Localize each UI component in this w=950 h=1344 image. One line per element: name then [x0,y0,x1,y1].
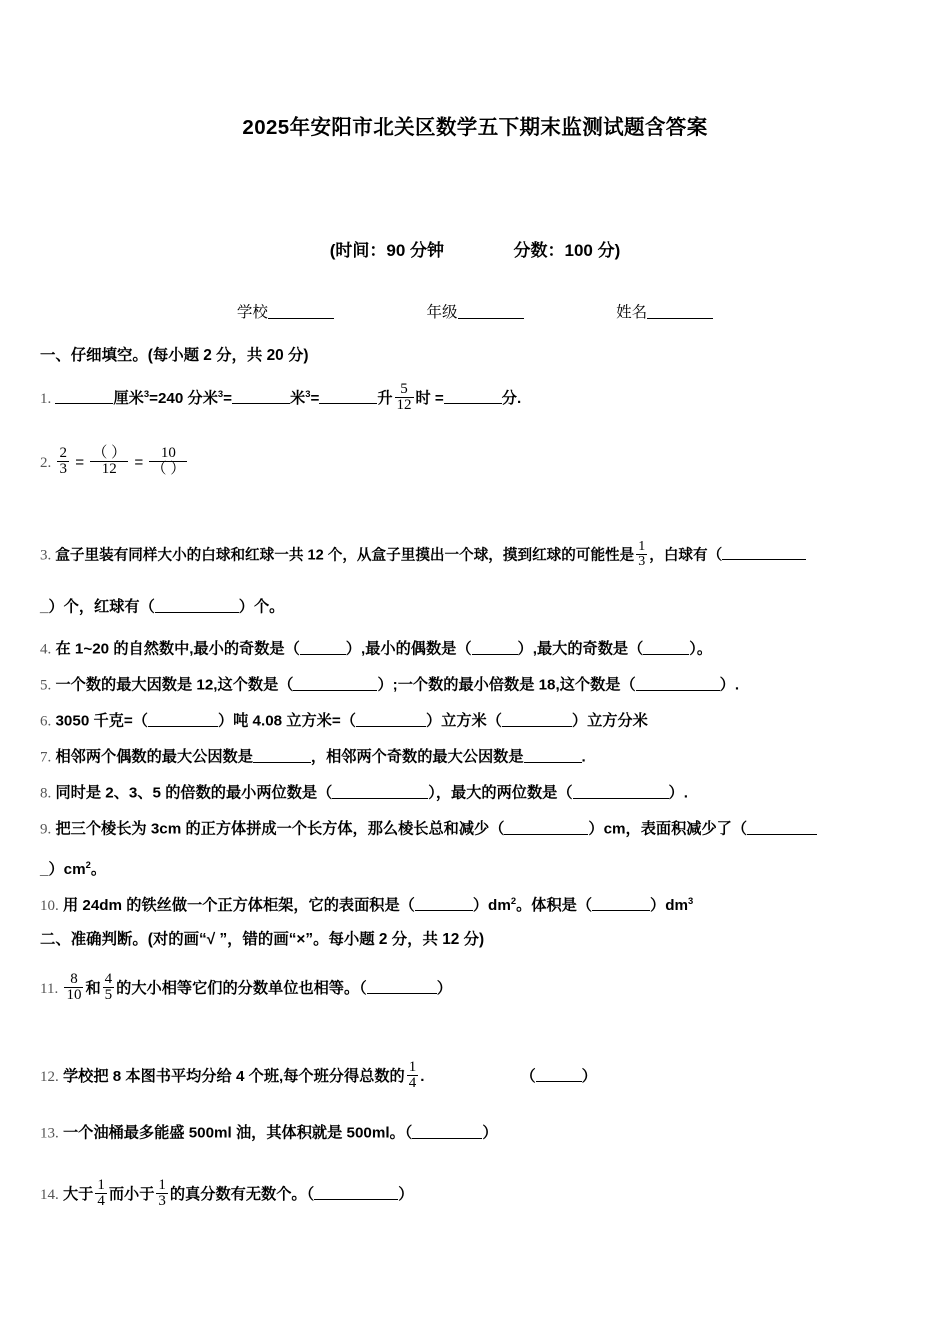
question-10-number: 10. [40,898,59,915]
q10-text-1: 用 24dm 的铁丝做一个正方体柜架，它的表面积是（ [62,897,415,915]
q6-text-3: ）立方米（ [425,712,502,730]
q8-text-2: ），最大的两位数是（ [428,784,573,802]
q2-f3-numerator: 10 [160,445,176,461]
q2-fraction-3[interactable] [149,446,187,478]
q6-text-1: 3050 千克=（ [55,712,148,730]
q1-sup-3: 3 [305,387,311,399]
q4-blank-3[interactable] [643,640,689,655]
q3-fraction-denominator: 3 [638,554,646,570]
q4-blank-1[interactable] [300,640,346,655]
q2-fraction-1 [57,446,69,478]
q8-text-3: ）. [668,784,688,802]
question-9 [40,820,817,838]
q12-text-3: （ [520,1068,536,1085]
q13-text-2: ） [482,1124,498,1142]
q7-text-1: 相邻两个偶数的最大公因数是 [55,748,253,766]
q1-blank-3[interactable] [319,389,377,404]
q11-f2-denominator: 5 [104,987,113,1004]
name-label: 姓名 [616,304,648,321]
q7-text-3: . [581,748,586,766]
q9-text-1: 把三个棱长为 3cm 的正方体拼成一个长方体，那么棱长总和减少（ [55,820,505,838]
q11-fraction-1 [64,972,83,1004]
name-field[interactable] [616,300,713,322]
q12-text-4: ） [581,1068,597,1085]
q10-sup-2: 3 [687,895,694,906]
q1-blank-4[interactable] [444,389,502,404]
q6-text-2: ）吨 4.08 立方米=（ [217,712,356,730]
q11-text-1: 的大小相等它们的分数单位也相等。（ [116,980,367,997]
q8-blank-2[interactable] [573,784,669,799]
question-12-number: 12. [40,1069,59,1085]
q7-blank-1[interactable] [253,748,311,763]
question-1-number: 1. [40,391,52,407]
question-2 [40,446,189,478]
q12-fraction-numerator: 1 [408,1059,417,1075]
q14-text-3: 的真分数有无数个。（ [169,1186,315,1203]
section-one-heading: 一、仔细填空。(每小题 2 分，共 20 分) [40,347,309,364]
question-8-number: 8. [40,785,52,802]
question-7-number: 7. [40,749,52,766]
q4-text-4: ）。 [689,640,713,658]
q14-text-4: ） [398,1186,414,1203]
q12-text-1: 学校把 8 本图书平均分给 4 个班,每个班分得总数的 [62,1068,405,1085]
q2-f1-denominator: 3 [59,461,67,478]
q1-text-2: =240 分米 [149,390,218,407]
exam-score-label: 分数：100 分) [513,241,621,260]
q3-text-2: ，白球有（ [649,547,723,564]
name-blank[interactable] [647,303,713,319]
q3-cont-text-1: _）个，红球有（ [40,598,155,616]
question-3-continuation [40,598,284,615]
q11-text-2: ） [436,980,452,997]
q2-equals-2: = [134,454,144,471]
exam-time-label: (时间：90 分钟 [329,241,445,260]
q2-f2-denominator: 12 [90,461,128,477]
q13-text-1: 一个油桶最多能盛 500ml 油，其体积就是 500ml。（ [62,1124,413,1142]
question-5-number: 5. [40,677,52,694]
q9-blank-2[interactable] [747,820,817,835]
question-6-number: 6. [40,713,52,730]
question-4 [40,640,712,658]
q6-text-4: ）立方分米 [571,712,648,730]
q10-sup-1: 2 [510,895,517,906]
q6-blank-2[interactable] [356,712,426,727]
q2-f1-numerator: 2 [59,445,67,461]
grade-label: 年级 [426,304,458,321]
student-fields-line [0,300,950,322]
q10-text-2: ）dm [472,897,511,915]
q4-text-1: 在 1~20 的自然数中,最小的奇数是（ [55,640,300,658]
school-label: 学校 [236,304,268,321]
q14-f1-numerator: 1 [97,1177,105,1193]
q7-text-2: ，相邻两个奇数的最大公因数是 [310,748,524,766]
question-3 [40,540,806,570]
question-8 [40,784,688,802]
q1-text-6: 升 [377,390,393,407]
q3-cont-text-2: ）个。 [238,598,285,616]
q9-cont-sup: 2 [85,859,91,870]
q5-blank-2[interactable] [636,676,720,691]
q5-text-2: ）;一个数的最小倍数是 18,这个数是（ [377,676,636,694]
q5-blank-1[interactable] [293,676,377,691]
q10-blank-2[interactable] [592,896,650,911]
q4-blank-2[interactable] [472,640,518,655]
q3-text-1: 盒子里装有同样大小的白球和红球一共 12 个，从盒子里摸出一个球，摸到红球的可能性是 [55,547,635,564]
question-14-number: 14. [40,1187,59,1203]
q2-equals-1: = [75,454,85,471]
q1-text-1: 厘米 [113,390,144,407]
q12-fraction [407,1060,419,1092]
school-blank[interactable] [268,303,334,319]
q14-f2-numerator: 1 [158,1177,166,1193]
question-10 [40,896,693,914]
q11-text-mid: 和 [85,980,101,997]
question-9-continuation [40,860,106,877]
q14-text-1: 大于 [62,1186,94,1203]
section-two-heading: 二、准确判断。(对的画“√ ”，错的画“×”。每小题 2 分，共 12 分) [40,931,485,948]
grade-field[interactable] [426,300,523,322]
q14-blank[interactable] [314,1185,398,1200]
q11-f1-denominator: 10 [66,987,82,1004]
q1-sup-1: 3 [143,387,150,399]
q3-fraction [636,540,647,570]
q11-blank[interactable] [367,979,437,994]
q14-fraction-1 [95,1178,107,1210]
q9-blank-1[interactable] [504,820,588,835]
q1-blank-1[interactable] [55,389,113,404]
question-11 [40,972,452,1004]
q1-text-7: 时 = [415,390,444,407]
q7-blank-2[interactable] [524,748,582,763]
grade-blank[interactable] [458,303,524,319]
q8-text-1: 同时是 2、3、5 的倍数的最小两位数是（ [55,784,333,802]
q3-blank-2[interactable] [155,598,239,613]
question-13 [40,1124,498,1142]
question-1 [40,382,521,414]
q11-f1-numerator: 8 [70,971,78,987]
q5-text-1: 一个数的最大因数是 12,这个数是（ [55,676,294,694]
q12-blank[interactable] [536,1067,582,1082]
q10-blank-1[interactable] [415,896,473,911]
q10-text-3: 。体积是（ [516,897,592,915]
q2-fraction-2[interactable] [90,446,128,478]
q4-text-3: ）,最大的奇数是（ [517,640,644,658]
question-11-number: 11. [40,981,59,997]
q11-fraction-2 [103,972,115,1004]
q14-f1-denominator: 4 [97,1193,105,1210]
q13-blank[interactable] [412,1124,482,1139]
q9-cont-text-1: _）cm [40,861,86,879]
q1-text-3: = [223,390,233,407]
q3-blank-1[interactable] [722,546,806,560]
q1-text-5: = [310,390,320,407]
q1-fraction-denominator: 12 [396,397,412,414]
q4-text-2: ）,最小的偶数是（ [345,640,472,658]
q12-text-2: . [420,1068,425,1085]
q2-f2-numerator-blank[interactable]: （ ） [92,445,127,461]
question-3-number: 3. [40,547,52,564]
q14-text-2: 而小于 [108,1186,155,1203]
question-7 [40,748,586,766]
q6-blank-3[interactable] [502,712,572,727]
question-12 [40,1060,597,1092]
q1-fraction [395,382,414,414]
page-title: 2025年安阳市北关区数学五下期末监测试题含答案 [242,116,708,139]
q5-text-3: ）. [719,676,740,694]
q1-text-8: 分. [501,390,522,407]
q1-fraction-numerator: 5 [400,381,408,397]
exam-meta-line [0,236,950,261]
q1-blank-2[interactable] [232,389,290,404]
question-6 [40,712,648,730]
q2-f3-denominator-blank[interactable]: （ ） [151,461,186,478]
question-13-number: 13. [40,1125,59,1142]
question-9-number: 9. [40,821,52,838]
q3-fraction-numerator: 1 [638,539,646,554]
q12-fraction-denominator: 4 [408,1075,417,1092]
q14-fraction-2 [156,1178,168,1210]
question-4-number: 4. [40,641,52,658]
q14-f2-denominator: 3 [158,1193,166,1210]
q1-text-4: 米 [290,390,306,407]
q6-blank-1[interactable] [148,712,218,727]
question-5 [40,676,739,694]
question-2-number: 2. [40,455,52,471]
q8-blank-1[interactable] [332,784,428,799]
school-field[interactable] [237,300,334,322]
q9-cont-text-2: 。 [90,861,107,879]
q11-f2-numerator: 4 [104,971,113,987]
q1-sup-2: 3 [217,387,224,399]
question-14 [40,1178,413,1210]
q10-text-4: ）dm [650,897,688,915]
q9-text-2: ）cm，表面积减少了（ [588,820,748,838]
